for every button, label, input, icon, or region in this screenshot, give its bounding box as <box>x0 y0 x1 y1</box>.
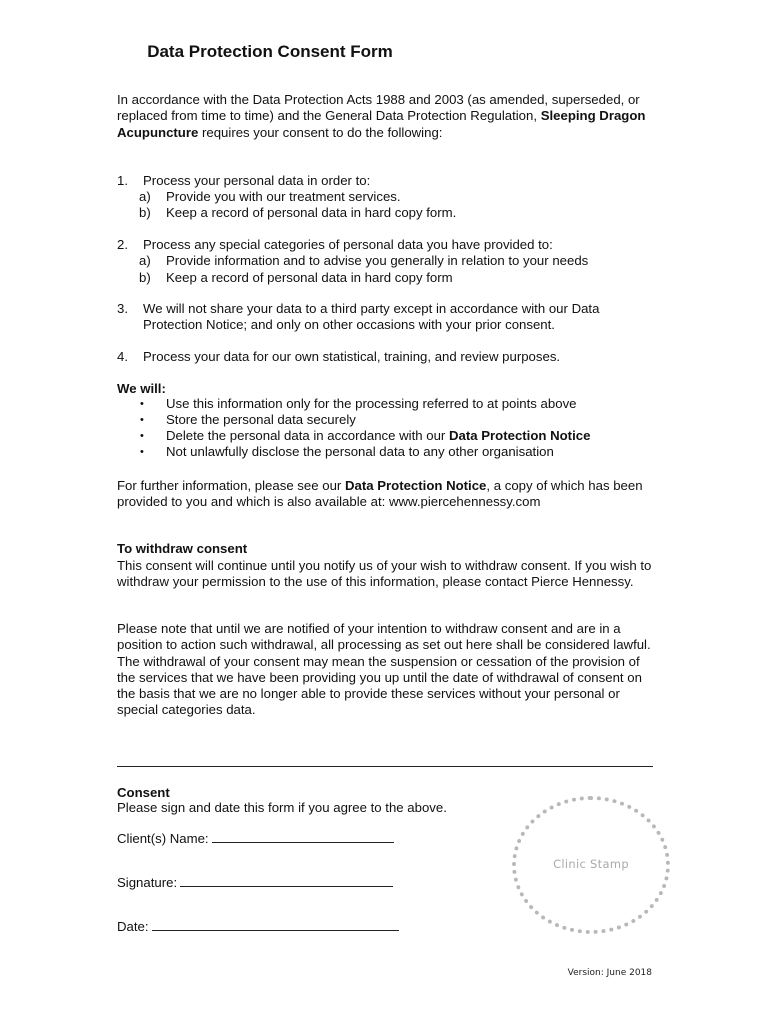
signature-line[interactable] <box>180 873 393 887</box>
withdraw-heading: To withdraw consent <box>117 541 248 556</box>
notice-reference: Data Protection Notice <box>344 478 487 493</box>
intro-text-end: requires your consent to do the following: <box>198 124 443 140</box>
date-label: Date: <box>117 919 149 934</box>
note-paragraph: Please note that until we are notified of your intention to withdraw consent and are in a position to action such withdrawal, all processing as set out here shall be considered lawful. The withdrawal of your consent may mean the suspension or cessation of the provision of the services that we have been providing you up until the date of withdrawal of consent on the basis that we are no longer able to provide these services without your personal or special categories data. <box>117 621 651 718</box>
sub-item-label: a) <box>139 189 151 204</box>
bullet-text: Store the personal data securely <box>166 412 356 427</box>
sub-item-label: b) <box>139 270 151 285</box>
bullet-text: Use this information only for the processing referred to at points above <box>166 396 577 411</box>
further-info-text: For further information, please see our <box>117 478 345 493</box>
bullet-mark: • <box>140 430 144 442</box>
page-title: Data Protection Consent Form <box>147 42 393 61</box>
bullet-mark: • <box>140 398 144 410</box>
consent-instruction: Please sign and date this form if you agree to the above. <box>117 800 447 815</box>
client-name-label: Client(s) Name: <box>117 831 209 846</box>
item-text: We will not share your data to a third party except in accordance with our Data Protection Notice; and only on other occasions with your prior consent. <box>143 301 600 332</box>
sub-item-text: Provide you with our treatment services. <box>166 189 401 204</box>
intro-text: In accordance with the Data Protection Acts 1988 and 2003 (as amended, superseded, or replaced from time to time) and the General Data Protection Regulation, <box>117 92 640 124</box>
clinic-name: Sleeping Dragon Acupuncture <box>117 108 646 140</box>
sub-item-text: Provide information and to advise you generally in relation to your needs <box>166 253 589 268</box>
sub-item-text: Keep a record of personal data in hard copy form. <box>166 205 457 220</box>
intro-paragraph <box>117 92 657 141</box>
signature-field <box>117 873 393 891</box>
item-text: Process your data for our own statistical, training, and review purposes. <box>143 349 561 364</box>
further-info-text-end: , a copy of which has been provided to you and which is also available at: www.piercehennessy.com <box>117 478 643 510</box>
item-number: 3. <box>117 301 128 316</box>
item-number: 4. <box>117 349 128 364</box>
bullet-mark: • <box>140 414 144 426</box>
sub-item-text: Keep a record of personal data in hard copy form <box>166 270 453 285</box>
notice-reference: Data Protection Notice <box>448 428 591 443</box>
item-text: Process any special categories of personal data you have provided to: <box>143 237 553 252</box>
we-will-heading: We will: <box>117 381 166 396</box>
item-number: 1. <box>117 173 128 188</box>
bullet-text-part: Delete the personal data in accordance with our <box>166 428 449 443</box>
client-name-line[interactable] <box>212 829 394 843</box>
bullet-text: Not unlawfully disclose the personal data to any other organisation <box>166 444 554 459</box>
further-info-paragraph <box>117 478 657 511</box>
version-label: Version: June 2018 <box>567 968 652 978</box>
date-line[interactable] <box>152 917 399 931</box>
bullet-text <box>166 428 590 444</box>
consent-heading: Consent <box>117 785 170 800</box>
date-field <box>117 917 399 935</box>
divider <box>117 766 653 767</box>
sub-item-label: b) <box>139 205 151 220</box>
sub-item-label: a) <box>139 253 151 268</box>
clinic-stamp-area <box>512 796 670 934</box>
signature-label: Signature: <box>117 875 178 890</box>
item-text: Process your personal data in order to: <box>143 173 371 188</box>
bullet-mark: • <box>140 446 144 458</box>
withdraw-paragraph: This consent will continue until you notify us of your wish to withdraw consent. If you wish to withdraw your permission to the use of this information, please contact Pierce Hennessy. <box>117 558 652 590</box>
clinic-stamp-label: Clinic Stamp <box>553 857 629 871</box>
client-name-field <box>117 829 394 847</box>
item-number: 2. <box>117 237 128 252</box>
